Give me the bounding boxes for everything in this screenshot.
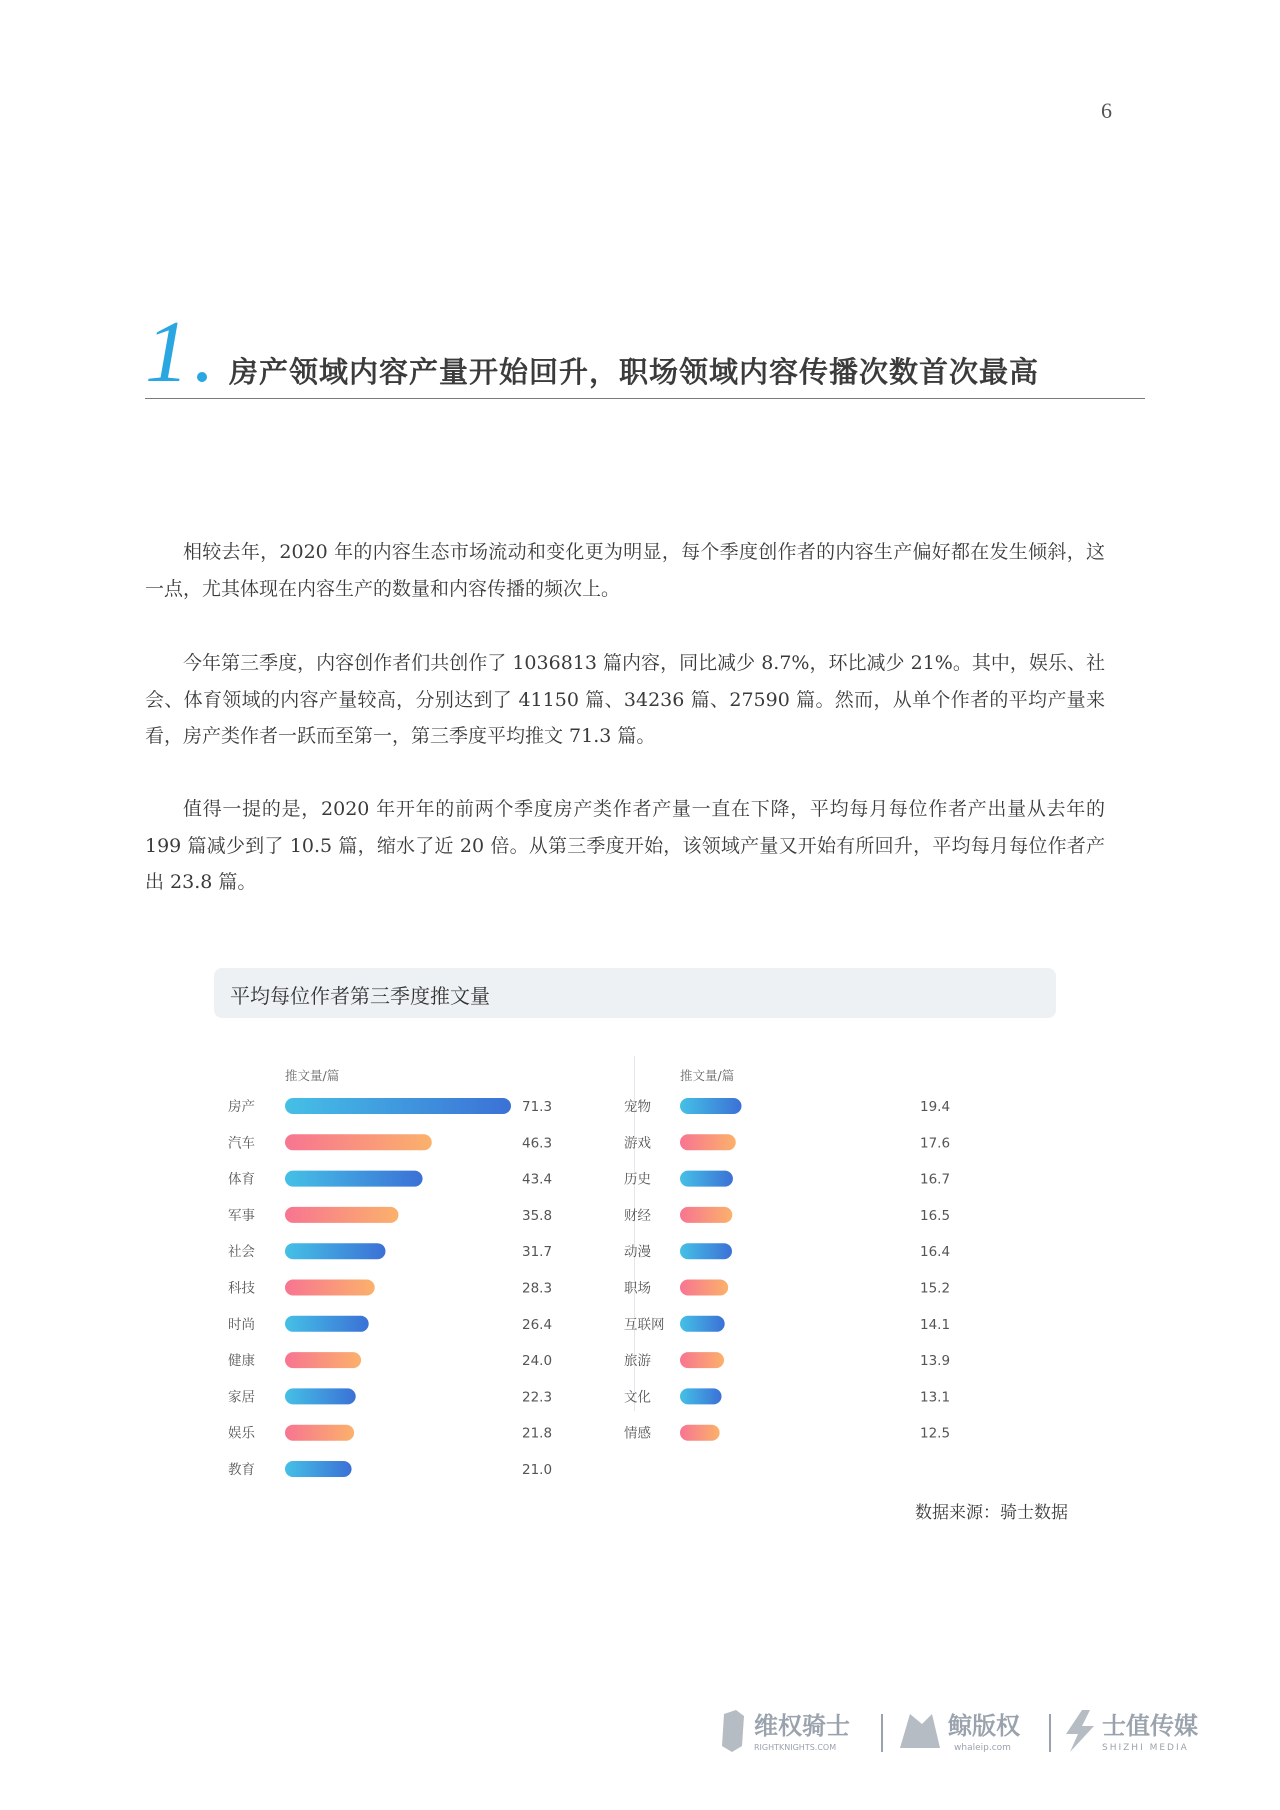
chart-title-bar [214,968,1056,1018]
bar-社会 [285,1243,385,1259]
bar-健康 [285,1352,361,1368]
bar-时尚 [285,1316,369,1332]
value-label: 21.8 [522,1425,553,1442]
value-label: 15.2 [920,1280,951,1297]
logo-name-3: 士值传媒 [1102,1712,1198,1740]
category-label: 娱乐 [228,1425,255,1442]
logo-name-2: 鲸版权 [948,1712,1020,1740]
value-label: 31.7 [522,1244,553,1261]
chart-card [210,968,1060,1488]
section-title: 房产领域内容产量开始回升，职场领域内容传播次数首次最高 [229,355,1040,389]
lightning-icon [1066,1710,1094,1752]
bar-家居 [285,1388,356,1404]
bar-财经 [680,1207,732,1223]
value-label: 28.3 [522,1280,553,1297]
logo-name-1: 维权骑士 [754,1712,850,1740]
value-label: 17.6 [920,1135,951,1152]
bar-汽车 [285,1134,432,1150]
category-label: 财经 [624,1207,651,1224]
category-label: 科技 [228,1280,255,1297]
footer-logos [710,1700,1230,1760]
logo-sub-3: SHIZHI MEDIA [1102,1743,1189,1753]
value-label: 16.4 [920,1244,951,1261]
bar-旅游 [680,1352,724,1368]
bar-动漫 [680,1243,732,1259]
category-label: 互联网 [624,1316,665,1333]
bar-体育 [285,1171,423,1187]
bar-军事 [285,1207,398,1223]
heading-dot [197,372,207,382]
axis-label-2: 推文量/篇 [680,1068,735,1083]
category-label: 汽车 [228,1135,255,1152]
value-label: 16.5 [920,1207,951,1224]
bar-科技 [285,1280,375,1296]
category-label: 社会 [228,1244,255,1261]
bar-历史 [680,1171,733,1187]
whaleip-logo [900,1712,1021,1753]
category-label: 家居 [228,1389,255,1406]
page-number: 6 [1101,98,1112,123]
value-label: 22.3 [522,1389,553,1406]
value-label: 13.9 [920,1353,951,1370]
category-label: 时尚 [228,1316,255,1333]
value-label: 46.3 [522,1135,553,1152]
chart-title: 平均每位作者第三季度推文量 [230,984,490,1008]
value-label: 14.1 [920,1316,951,1333]
value-label: 19.4 [920,1099,951,1115]
value-label: 35.8 [522,1207,553,1224]
bar-教育 [285,1461,352,1477]
section-heading [145,304,1145,401]
category-label: 游戏 [624,1135,651,1152]
bar-文化 [680,1388,722,1404]
bar-宠物 [680,1098,741,1114]
paragraph-1: 相较去年，2020 年的内容生态市场流动和变化更为明显，每个季度创作者的内容生产偏好都在发生倾斜，这一点，尤其体现在内容生产的数量和内容传播的频次上。 [145,541,1105,600]
category-label: 房产 [228,1099,255,1115]
value-label: 71.3 [522,1099,553,1115]
paragraph-2: 今年第三季度，内容创作者们共创作了 1036813 篇内容，同比减少 8.7%，环比减少 21%。其中，娱乐、社会、体育领域的内容产量较高，分别达到了 41150 篇、34236 篇、27590 篇。然而，从单个作者的平均产量来看，房产类作者一跃而至第一，第三季度平均推文 71.3 篇。 [145,652,1105,747]
paragraph-3: 值得一提的是，2020 年开年的前两个季度房产类作者产量一直在下降，平均每月每位作者产出量从去年的 199 篇减少到了 10.5 篇，缩水了近 20 倍。从第三季度开始，该领域产量又开始有所回升，平均每月每位作者产出 23.8 篇。 [145,798,1105,893]
section-number: 1 [145,304,189,401]
axis-label-1: 推文量/篇 [285,1068,340,1083]
logo-sub-2: whaleip.com [954,1743,1011,1753]
value-label: 21.0 [522,1462,553,1478]
category-label: 旅游 [624,1353,651,1370]
bar-互联网 [680,1316,725,1332]
knight-icon [722,1710,744,1752]
bar-游戏 [680,1134,736,1150]
bar-娱乐 [285,1425,354,1441]
value-label: 16.7 [920,1171,951,1188]
category-label: 职场 [624,1280,651,1297]
rightknights-logo [722,1710,850,1752]
value-label: 43.4 [522,1171,553,1188]
logo-sub-1: RIGHTKNIGHTS.COM [754,1743,837,1752]
whale-icon [900,1714,940,1748]
bar-房产 [285,1098,511,1114]
bar-chart [210,1018,1060,1518]
data-source: 数据来源：骑士数据 [915,1503,1068,1523]
category-label: 文化 [624,1389,651,1406]
bar-情感 [680,1425,720,1441]
category-label: 历史 [624,1171,651,1188]
value-label: 12.5 [920,1425,951,1442]
category-label: 体育 [228,1171,255,1188]
category-label: 教育 [228,1462,255,1478]
category-label: 动漫 [624,1244,651,1261]
category-label: 军事 [228,1207,255,1224]
value-label: 24.0 [522,1353,553,1370]
category-label: 情感 [624,1425,651,1442]
category-label: 健康 [228,1353,255,1370]
value-label: 26.4 [522,1316,553,1333]
category-label: 宠物 [624,1099,651,1115]
value-label: 13.1 [920,1389,951,1406]
shizhi-logo [1066,1710,1198,1753]
bar-职场 [680,1280,728,1296]
